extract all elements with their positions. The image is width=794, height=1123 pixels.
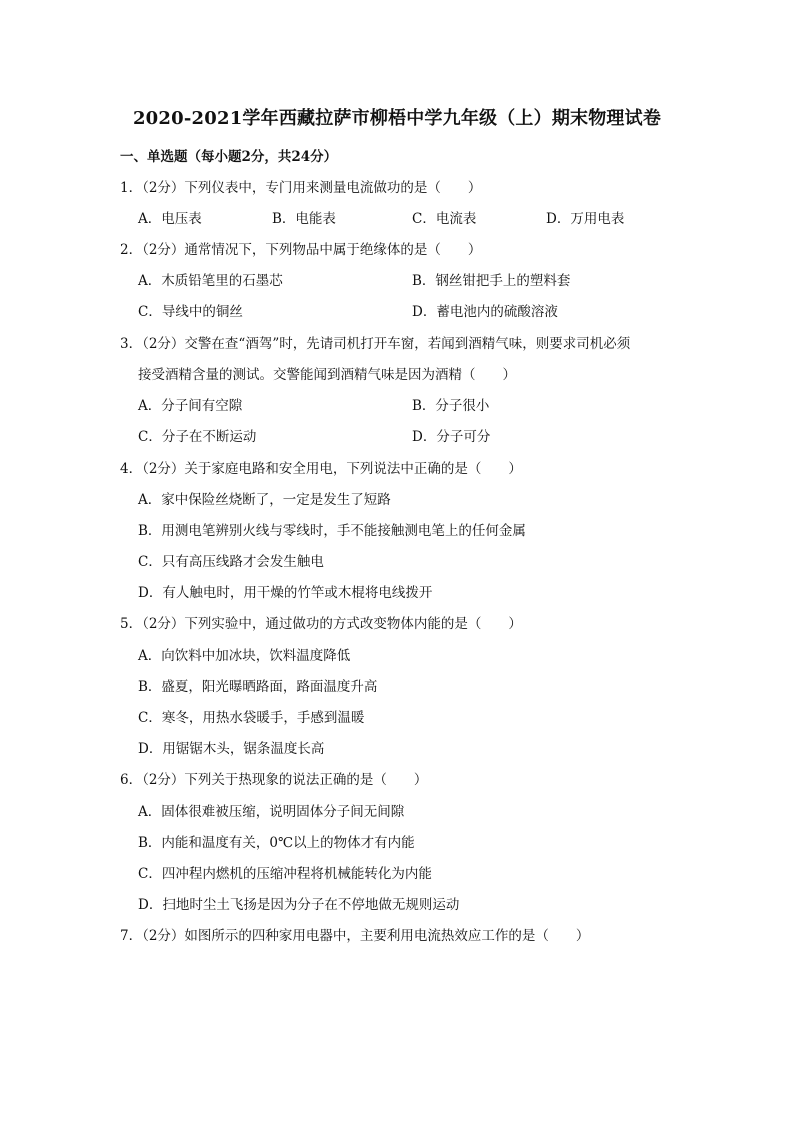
question-1-option-b: B．电能表 [272,211,336,227]
question-4-option-a: A．家中保险丝烧断了，一定是发生了短路 [138,492,391,508]
question-3-option-b: B．分子很小 [412,398,490,414]
question-3-option-c: C．分子在不断运动 [138,429,257,445]
question-3-stem: 3．（2分）交警在查“酒驾”时，先请司机打开车窗，若闻到酒精气味，则要求司机必须 [120,336,631,352]
question-1-option-d: D．万用电表 [546,211,625,227]
question-6-option-d: D．扫地时尘土飞扬是因为分子在不停地做无规则运动 [138,897,460,913]
question-1-option-c: C．电流表 [412,211,477,227]
question-1-option-a: A．电压表 [138,211,202,227]
question-2-option-d: D．蓄电池内的硫酸溶液 [412,304,558,320]
question-4-stem: 4．（2分）关于家庭电路和安全用电，下列说法中正确的是（ ） [120,461,522,477]
question-3-option-d: D．分子可分 [412,429,491,445]
question-2-stem: 2．（2分）通常情况下，下列物品中属于绝缘体的是（ ） [120,242,482,258]
question-5-option-d: D．用锯锯木头，锯条温度长高 [138,741,325,757]
question-6-option-c: C．四冲程内燃机的压缩冲程将机械能转化为内能 [138,866,432,882]
question-2-option-a: A．木质铅笔里的石墨芯 [138,273,283,289]
question-2-option-b: B．钢丝钳把手上的塑料套 [412,273,571,289]
question-3-stem-continued: 接受酒精含量的测试。交警能闻到酒精气味是因为酒精（ ） [138,367,516,383]
question-7-stem: 7．（2分）如图所示的四种家用电器中，主要利用电流热效应工作的是（ ） [120,928,590,944]
question-5-option-b: B．盛夏，阳光曝晒路面，路面温度升高 [138,679,378,695]
page-title: 2020-2021学年西藏拉萨市柳梧中学九年级（上）期末物理试卷 [132,108,662,129]
section-heading: 一、单选题（每小题2分，共24分） [120,149,338,165]
question-4-option-b: B．用测电笔辨别火线与零线时，手不能接触测电笔上的任何金属 [138,523,526,539]
question-5-option-c: C．寒冬，用热水袋暖手，手感到温暖 [138,710,365,726]
question-4-option-c: C．只有高压线路才会发生触电 [138,554,324,570]
question-1-stem: 1．（2分）下列仪表中，专门用来测量电流做功的是（ ） [120,180,482,196]
question-2-option-c: C．导线中的铜丝 [138,304,243,320]
question-6-option-a: A．固体很难被压缩，说明固体分子间无间隙 [138,804,405,820]
question-5-option-a: A．向饮料中加冰块，饮料温度降低 [138,648,351,664]
question-6-stem: 6．（2分）下列关于热现象的说法正确的是（ ） [120,772,428,788]
question-3-option-a: A．分子间有空隙 [138,398,243,414]
question-5-stem: 5．（2分）下列实验中，通过做功的方式改变物体内能的是（ ） [120,616,522,632]
question-6-option-b: B．内能和温度有关，0℃以上的物体才有内能 [138,835,415,851]
question-4-option-d: D．有人触电时，用干燥的竹竿或木棍将电线拨开 [138,585,433,601]
